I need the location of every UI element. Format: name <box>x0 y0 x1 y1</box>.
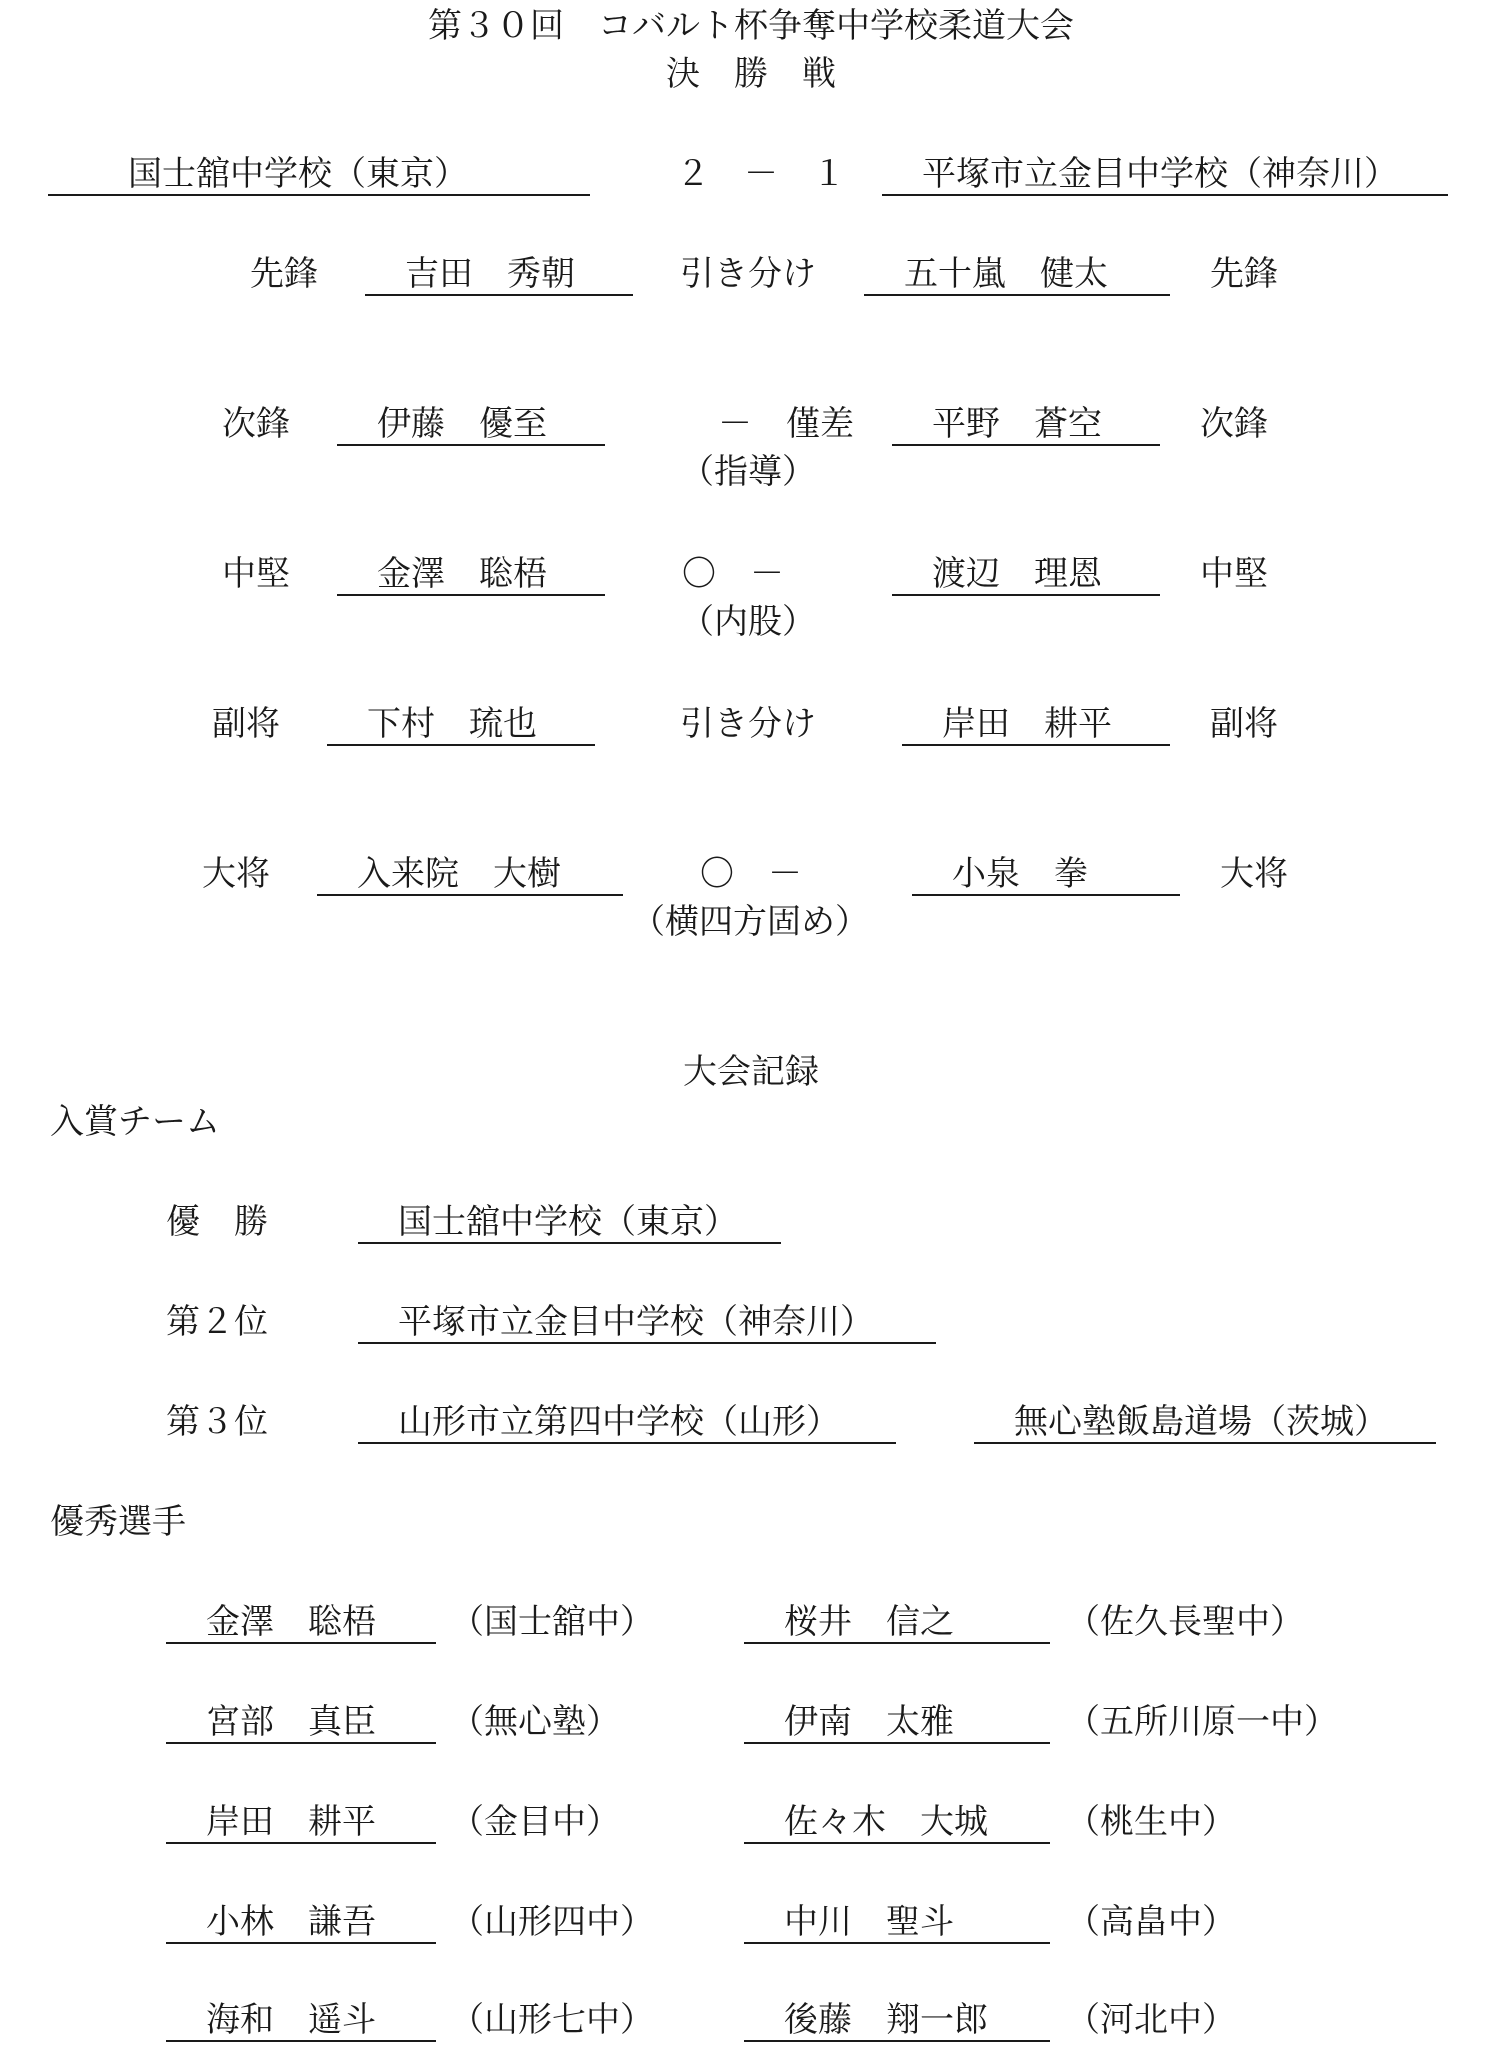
player-school: （山形七中） <box>450 2000 654 2040</box>
bout-player-a: 金澤 聡梧 <box>337 552 605 596</box>
player-name: 佐々木 大城 <box>744 1800 1050 1844</box>
bout-result: 引き分け <box>680 704 816 744</box>
bout-decision-note: （横四方固め） <box>631 902 869 942</box>
winner-label: 優 勝 <box>166 1202 268 1242</box>
bout-position-right: 中堅 <box>1200 554 1268 594</box>
player-school: （無心塾） <box>450 1702 620 1742</box>
player-name: 桜井 信之 <box>744 1600 1050 1644</box>
bout-player-b: 岸田 耕平 <box>902 702 1170 746</box>
player-school: （佐久長聖中） <box>1066 1602 1304 1642</box>
player-school: （河北中） <box>1066 2000 1236 2040</box>
bout-position-left: 副将 <box>212 704 280 744</box>
page-title: 第３０回 コバルト杯争奪中学校柔道大会 <box>428 6 1074 46</box>
bout-decision-note: （指導） <box>680 452 816 492</box>
second-team: 平塚市立金目中学校（神奈川） <box>358 1300 936 1344</box>
players-heading: 優秀選手 <box>50 1502 186 1542</box>
player-name: 金澤 聡梧 <box>166 1600 436 1644</box>
bout-player-a: 入来院 大樹 <box>317 852 623 896</box>
player-school: （五所川原一中） <box>1066 1702 1338 1742</box>
bout-position-left: 大将 <box>202 854 270 894</box>
player-school: （高畠中） <box>1066 1902 1236 1942</box>
bout-position-left: 先鋒 <box>250 254 318 294</box>
final-team-b: 平塚市立金目中学校（神奈川） <box>882 152 1448 196</box>
bout-result: 〇 － <box>682 554 784 594</box>
winner-team: 国士舘中学校（東京） <box>358 1200 781 1244</box>
player-name: 後藤 翔一郎 <box>744 1998 1050 2042</box>
bout-decision-note: （内股） <box>680 602 816 642</box>
bout-player-a: 伊藤 優至 <box>337 402 605 446</box>
bout-position-right: 大将 <box>1220 854 1288 894</box>
second-label: 第２位 <box>166 1302 268 1342</box>
player-name: 小林 謙吾 <box>166 1900 436 1944</box>
bout-position-left: 中堅 <box>222 554 290 594</box>
player-name: 海和 遥斗 <box>166 1998 436 2042</box>
section-title-final: 決 勝 戦 <box>666 54 836 94</box>
player-school: （桃生中） <box>1066 1802 1236 1842</box>
player-name: 中川 聖斗 <box>744 1900 1050 1944</box>
bout-player-b: 渡辺 理恩 <box>892 552 1160 596</box>
player-school: （金目中） <box>450 1802 620 1842</box>
player-school: （山形四中） <box>450 1902 654 1942</box>
player-name: 伊南 太雅 <box>744 1700 1050 1744</box>
final-score: ２ － １ <box>676 154 846 194</box>
bout-player-b: 五十嵐 健太 <box>864 252 1170 296</box>
bout-player-b: 平野 蒼空 <box>892 402 1160 446</box>
bout-position-right: 先鋒 <box>1210 254 1278 294</box>
bout-player-a: 下村 琉也 <box>327 702 595 746</box>
teams-heading: 入賞チーム <box>50 1102 220 1142</box>
player-school: （国士舘中） <box>450 1602 654 1642</box>
section-title-records: 大会記録 <box>683 1052 819 1092</box>
bout-result: 〇 － <box>700 854 802 894</box>
third-team-b: 無心塾飯島道場（茨城） <box>974 1400 1436 1444</box>
bout-position-right: 副将 <box>1210 704 1278 744</box>
bout-result: － 僅差 <box>718 404 854 444</box>
bout-player-a: 吉田 秀朝 <box>365 252 633 296</box>
final-team-a: 国士舘中学校（東京） <box>48 152 590 196</box>
third-label: 第３位 <box>166 1402 268 1442</box>
bout-player-b: 小泉 拳 <box>912 852 1180 896</box>
bout-position-left: 次鋒 <box>222 404 290 444</box>
bout-result: 引き分け <box>680 254 816 294</box>
player-name: 岸田 耕平 <box>166 1800 436 1844</box>
bout-position-right: 次鋒 <box>1200 404 1268 444</box>
player-name: 宮部 真臣 <box>166 1700 436 1744</box>
third-team-a: 山形市立第四中学校（山形） <box>358 1400 896 1444</box>
